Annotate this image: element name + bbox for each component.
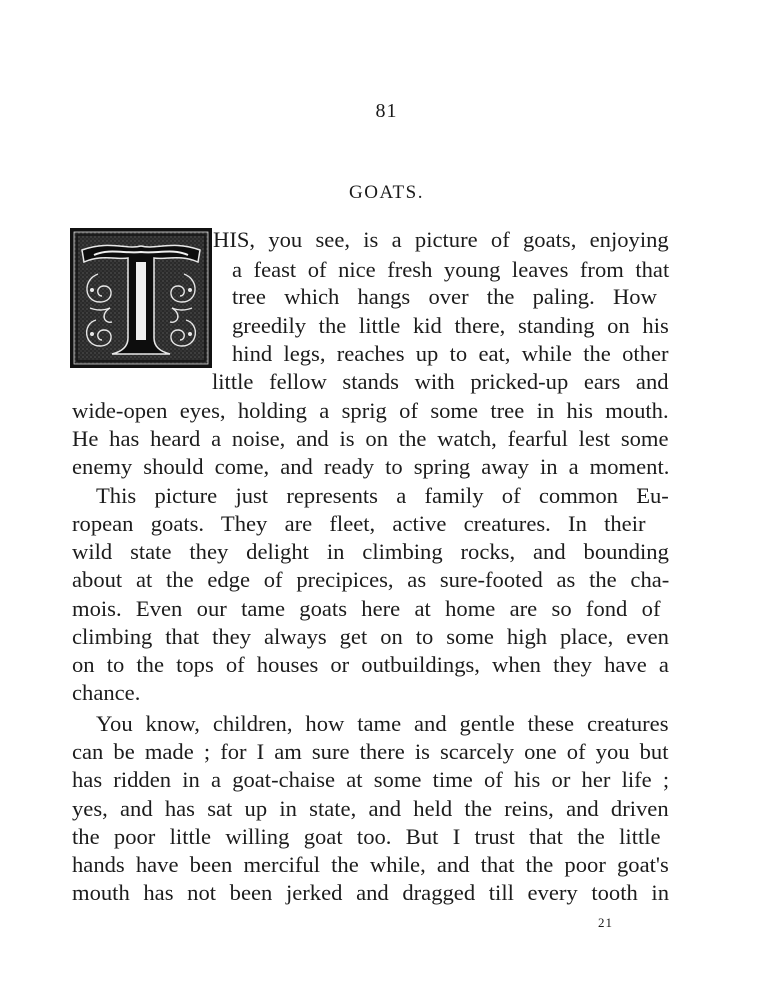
body-text-line: tree which hangs over the paling. How [232,284,657,309]
body-text-line: ropean goats. They are fleet, active creatures. In their [72,511,646,536]
body-text-line: This picture just represents a family of common Eu- [96,483,669,508]
body-text-line: You know, children, how tame and gentle these creatures [96,711,669,736]
body-text-line: hands have been merciful the while, and that the poor goat's [72,852,669,877]
body-text-line: enemy should come, and ready to spring away in a moment. [72,454,670,479]
body-text-line: greedily the little kid there, standing on his [232,313,669,338]
body-text-line: can be made ; for I am sure there is scarcely one of you but [72,739,669,764]
body-text-line: chance. [72,680,141,705]
body-text-line: about at the edge of precipices, as sure-footed as the cha- [72,567,670,592]
body-text-line: wild state they delight in climbing rocks, and bounding [72,539,669,564]
body-text-line: mouth has not been jerked and dragged till every tooth in [72,880,670,905]
body-text-line: has ridden in a goat-chaise at some time of his or her life ; [72,767,670,792]
decorated-initial-t [70,228,212,368]
body-text-line: little fellow stands with pricked-up ears and [212,369,669,394]
body-text-line: He has heard a noise, and is on the watch, fearful lest some [72,426,669,451]
body-text-line: HIS, you see, is a picture of goats, enjoying [213,227,669,252]
body-text-line: hind legs, reaches up to eat, while the other [232,341,669,366]
signature-mark: 21 [598,915,613,930]
body-text-line: a feast of nice fresh young leaves from that [232,257,670,282]
page-number: 81 [375,100,398,122]
body-text-line: climbing that they always get on to some high place, even [72,624,669,649]
body-text-line: mois. Even our tame goats here at home are so fond of [72,596,661,621]
body-text-line: wide-open eyes, holding a sprig of some tree in his mouth. [72,398,669,423]
chapter-title: GOATS. [349,182,424,203]
body-text-line: on to the tops of houses or outbuildings, when they have a [72,652,669,677]
body-text-line: the poor little willing goat too. But I trust that the little [72,824,661,849]
body-text-line: yes, and has sat up in state, and held the reins, and driven [72,796,669,821]
